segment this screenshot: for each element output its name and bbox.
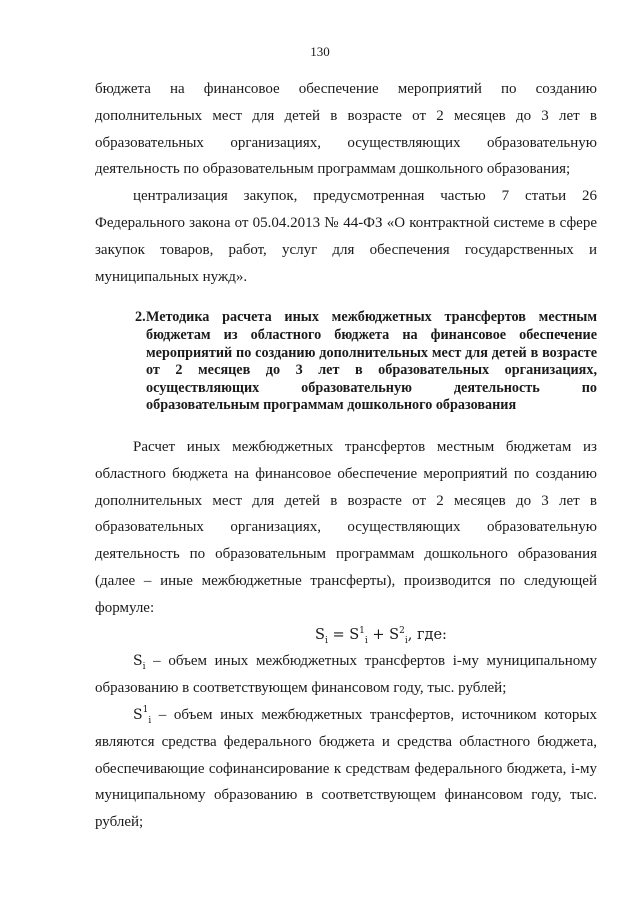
symbol-s-i-sub: i — [142, 662, 146, 673]
paragraph-3: Расчет иных межбюджетных трансфертов местным бюджетам из областного бюджета на финансовое обеспечение мероприятий по созданию дополнительных мест для детей в возрасте от 2 месяцев до 3 лет в образовательных организациях, осуществляющих образовательную деятельность по образовательным программам дошкольного образования (далее – иные межбюджетные трансферты), производится по следующей формуле: — [95, 438, 597, 616]
section-number: 2. — [135, 309, 146, 326]
symbol-s1-i-sub: i — [148, 715, 152, 726]
paragraph-4 — [95, 648, 597, 702]
section-title: Методика расчета иных межбюджетных трансфертов местным бюджетам из областного бюджета на финансовое обеспечение мероприятий по созданию дополнительных мест для детей в возрасте от 2 месяцев до 3 лет в образовательных организациях, осуществляющих образовательную деятельность по образовательным программам дошкольного образования — [146, 309, 597, 414]
formula-lhs: S — [315, 626, 325, 643]
paragraph-5 — [95, 702, 597, 836]
paragraph-1: бюджета на финансовое обеспечение мероприятий по созданию дополнительных мест для детей в возрасте от 2 месяцев до 3 лет в образовательных организациях, осуществляющих образовательную деятельность по образовательным программам дошкольного образования; — [95, 81, 597, 178]
paragraph-2: централизация закупок, предусмотренная частью 7 статьи 26 Федерального закона от 05.04.2013 № 44-ФЗ «О контрактной системе в сфере закупок товаров, работ, услуг для обеспечения государственных и муниципальных нужд». — [95, 188, 597, 285]
page-number: 130 — [310, 44, 330, 59]
paragraph-5-text: – объем иных межбюджетных трансфертов, источником которых являются средства федерального бюджета и средства областного бюджета, обеспечивающие софинансирование к средствам федерального бюджета, i-му муниципальному образованию в соответствующем финансовом году, тыс. рублей; — [95, 706, 597, 831]
formula-lhs-sub: i — [324, 635, 328, 646]
document-body — [95, 76, 597, 836]
symbol-s1-i — [133, 705, 152, 726]
formula-term-1-sup: 1 — [359, 625, 365, 636]
formula-term-1-sub: i — [364, 635, 368, 646]
symbol-s-i — [133, 653, 146, 673]
formula-term-2: S — [389, 626, 400, 643]
formula-term-2-sup: 2 — [399, 625, 405, 636]
formula — [95, 622, 597, 649]
formula-suffix: , где: — [407, 626, 447, 643]
formula-eq: = — [327, 626, 350, 643]
formula-plus: + — [367, 626, 390, 643]
symbol-s1-i-base: S — [133, 706, 143, 723]
formula-term-1: S — [349, 626, 360, 643]
symbol-s1-i-sup: 1 — [142, 705, 149, 716]
formula-term-2-sub: i — [404, 635, 408, 646]
section-heading — [95, 309, 597, 415]
paragraph-4-text: – объем иных межбюджетных трансфертов i-му муниципальному образованию в соответствующем финансовом году, тыс. рублей; — [95, 653, 597, 697]
symbol-s-i-base: S — [133, 653, 143, 670]
